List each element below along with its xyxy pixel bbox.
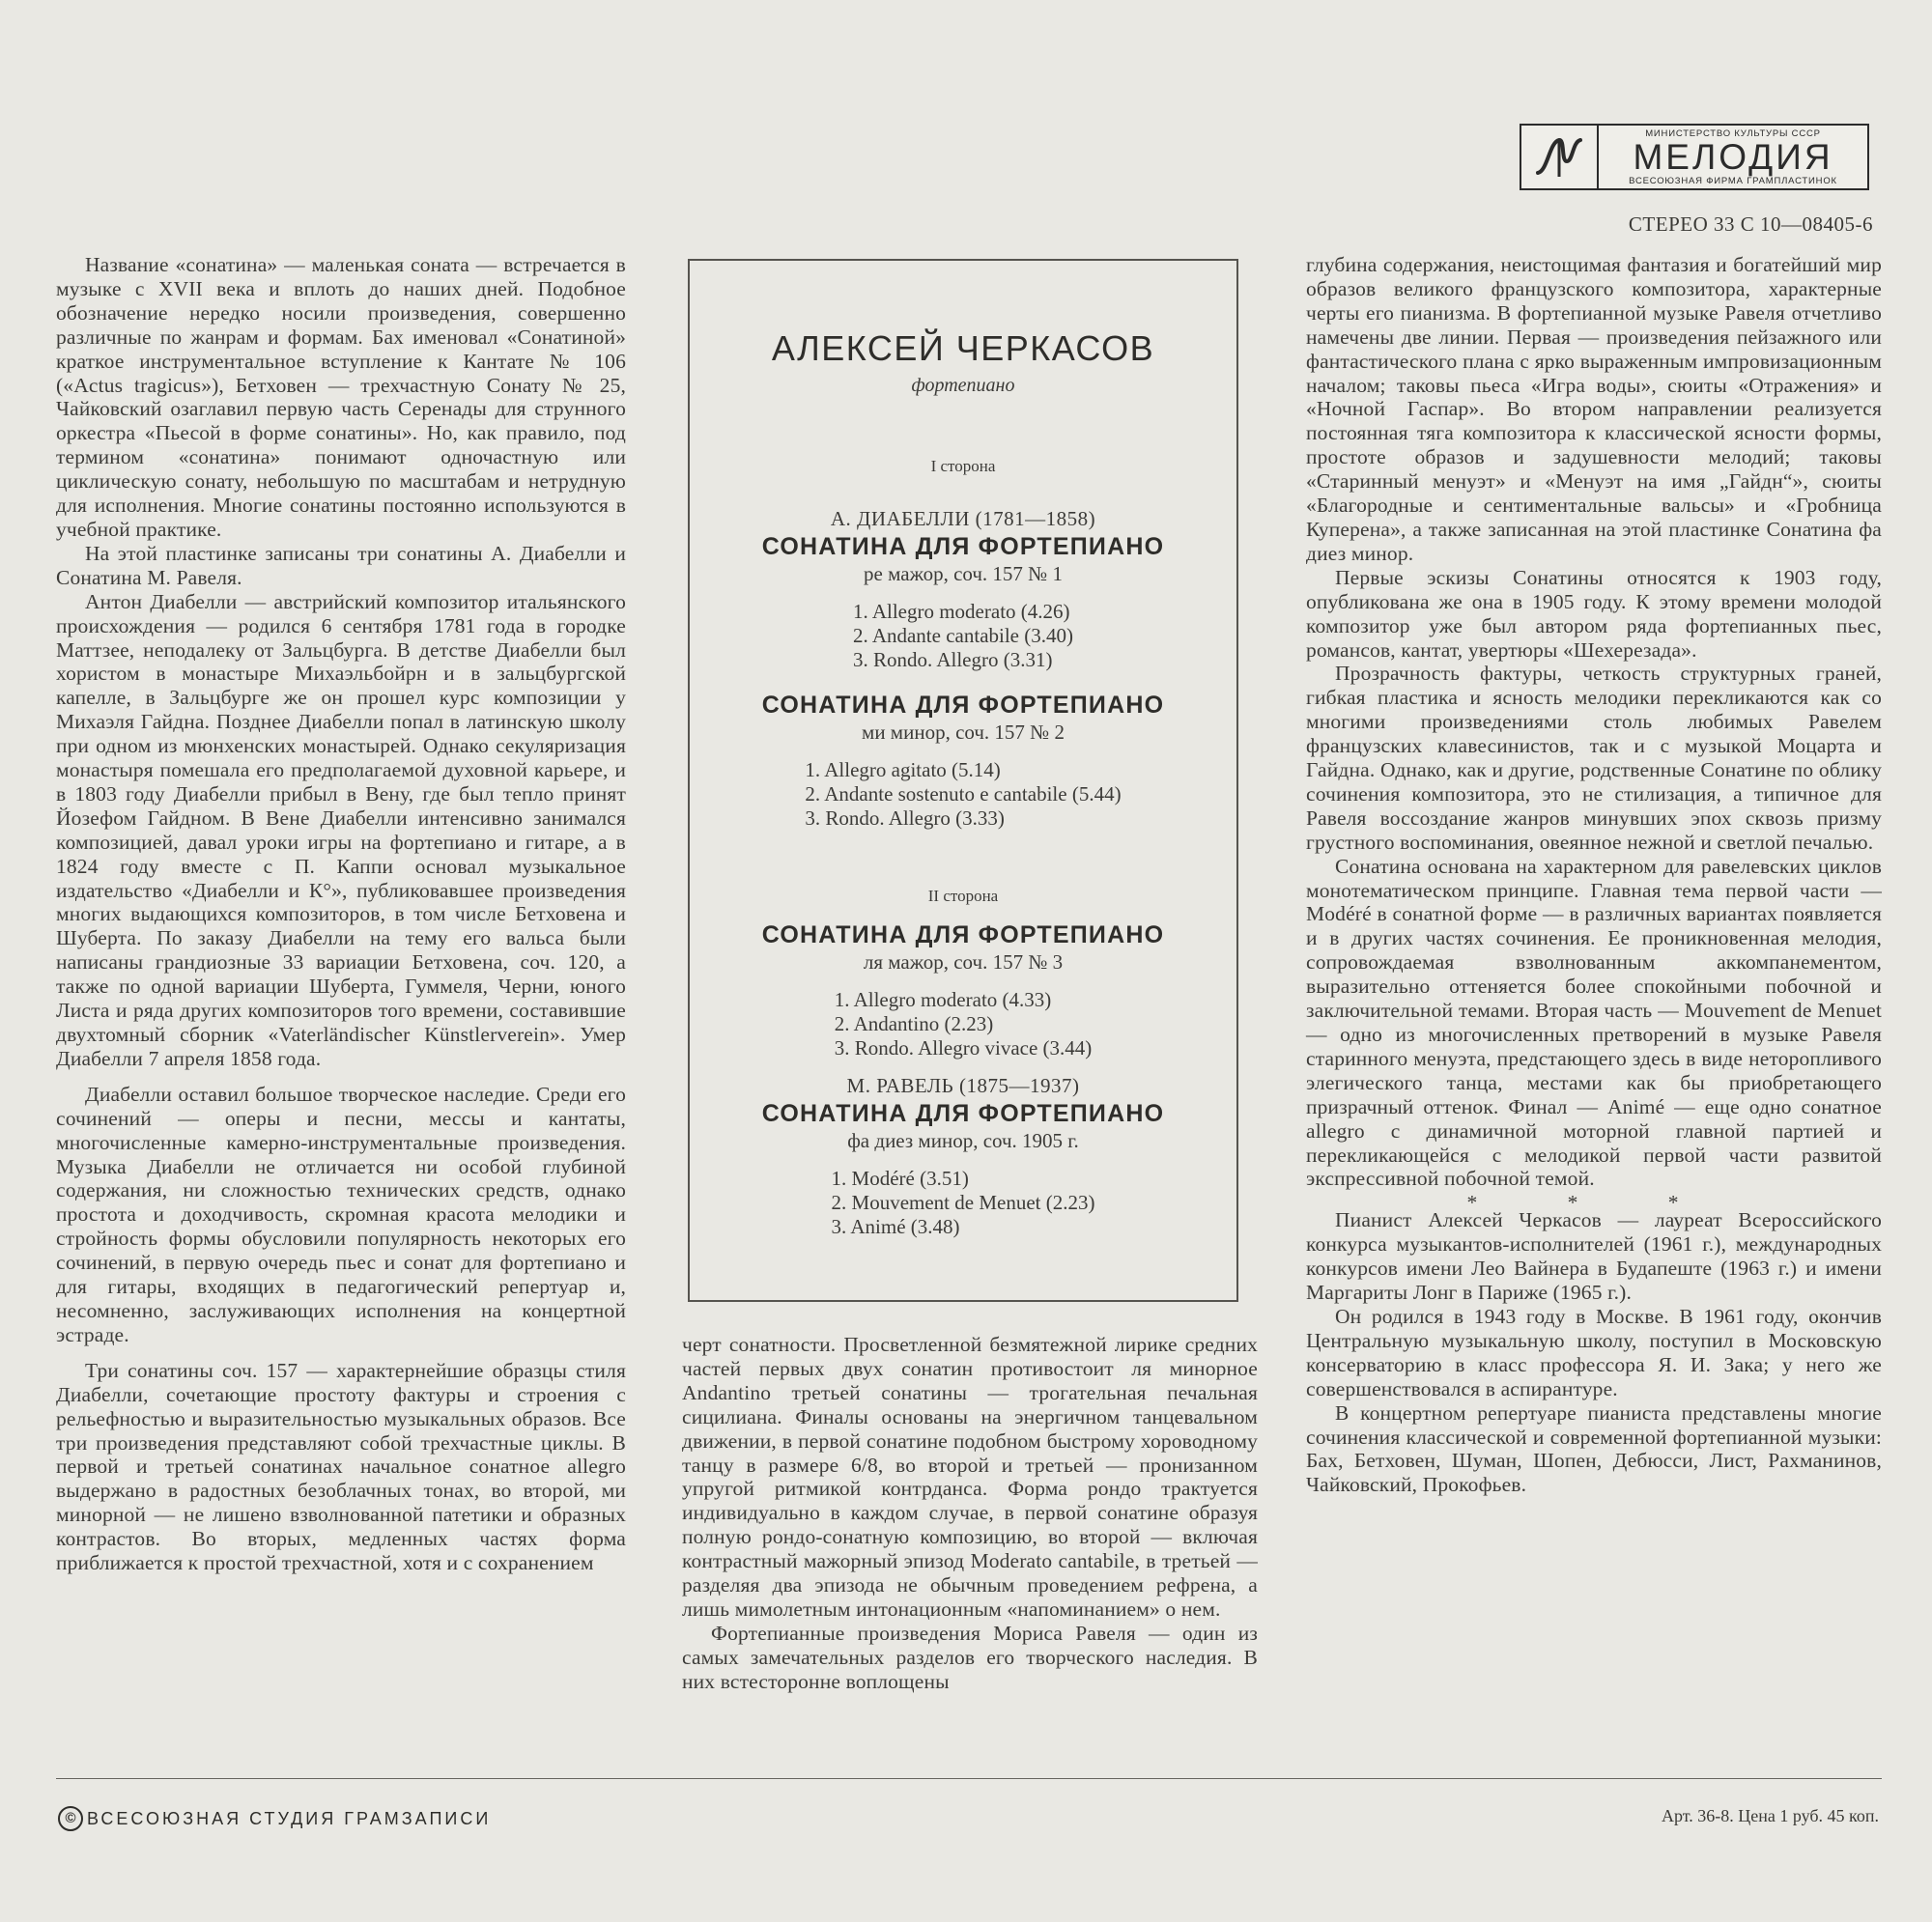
side-label: II сторона [927, 887, 999, 905]
work-title: СОНАТИНА ДЛЯ ФОРТЕПИАНО [761, 921, 1165, 948]
paragraph: Диабелли оставил большое творческое наследие. Среди его сочинений — оперы и песни, мессы и кантаты, многочисленные камерно-инструментальные произведения. Музыка Диабелли не отличается ни особой глубиной содержания, ни сложностью технических средств, однако простота и доходчивость, скромная красота мелодики и стройность формы обусловили популярность некоторых его сочинений, в первую очередь пьес и сонат для фортепиано и для гитары, входящих в педагогический репертуар и, несомненно, заслуживающих исполнения на концертной эстраде. [56, 1082, 626, 1346]
movement-list [805, 758, 1121, 831]
logo-name: МЕЛОДИЯ [1633, 136, 1833, 177]
paragraph: Сонатина основана на характерном для равелевских циклов монотематическом принципе. Главная тема первой части — Modéré в сонатной форме — в различных вариантах появляется и в других частях сочинения. Ее проникновенная мелодия, сопровождаемая взволнованным аккомпанементом, выразительно оттеняется более спокойными побочной и заключительной темами. Вторая часть — Mouvement de Menuet — одно из многочисленных претворений в музыке Равеля старинного менуэта, предстающего здесь в виде неторопливого элегического танца, местами как бы приобретающего призрачный оттенок. Финал — Animé — еще одно сонатное allegro с динамичной моторной главной партией и перекликающейся с мелодикой первой части развитой экспрессивной побочной темой. [1306, 854, 1882, 1191]
movement: 3. Rondo. Allegro vivace (3.44) [834, 1036, 1093, 1060]
paragraph: Три сонатины соч. 157 — характернейшие образцы стиля Диабелли, сочетающие простоту фактуры и строения с рельефностью и выразительностью музыкальных образов. Все три произведения представляют собой трехчастные циклы. В первой и третьей сонатинах начальное сонатное allegro выдержано в радостных безоблачных тонах, во второй, ми минорной — не лишено взволнованной патетики и образных контрастов. Во вторых, медленных частях форма приближается к простой трехчастной, хотя и с сохранением [56, 1358, 626, 1575]
movement: 3. Rondo. Allegro (3.31) [852, 648, 1053, 671]
movement: 2. Mouvement de Menuet (2.23) [831, 1191, 1095, 1214]
movement: 2. Andantino (2.23) [834, 1012, 994, 1035]
paragraph: На этой пластинке записаны три сонатины А. Диабелли и Сонатина М. Равеля. [56, 541, 626, 589]
section-divider: * * * [1466, 1191, 1721, 1215]
work-key: ре мажор, соч. 157 № 1 [864, 562, 1063, 585]
paragraph: Он родился в 1943 году в Москве. В 1961 году, окончив Центральную музыкальную школу, поступил в Московскую консерваторию в класс профессора Я. И. Зака; у него же совершенствовался в аспирантуре. [1306, 1304, 1882, 1400]
paragraph: Фортепианные произведения Мориса Равеля — один из самых замечательных разделов его творческого наследия. В них встесторонне воплощены [682, 1621, 1258, 1693]
right-text-column [1306, 253, 1882, 1497]
work-title: СОНАТИНА ДЛЯ ФОРТЕПИАНО [761, 1100, 1165, 1127]
melodiya-logo [1520, 124, 1869, 190]
program-box [688, 259, 1238, 1302]
composer: А. ДИАБЕЛЛИ (1781—1858) [830, 507, 1096, 530]
paragraph: черт сонатности. Просветленной безмятежной лирике средних частей первых двух сонатин противостоит ля минорное Andantino третьей сонатины — трогательная печальная сицилиана. Финалы основаны на энергичном танцевальном движении, в первой сонатине подобном быстрому хороводному танцу в размере 6/8, во второй и третьей — пронизанном упругой ритмикой контрданса. Форма рондо трактуется индивидуально в каждом случае, в первой сонатине образуя полную рондо-сонатную композицию, во второй — включая контрастный мажорный эпизод Moderato cantabile, в третьей — разделяя два эпизода не обычным проведением рефрена, а лишь мимолетным интонационным «напоминанием» о нем. [682, 1333, 1258, 1621]
paragraph: Прозрачность фактуры, четкость структурных граней, гибкая пластика и ясность мелодики перекликаются как со многими произведениями столь любимых Равелем французских клавесинистов, так и с музыкой Моцарта и Гайдна. Однако, как и другие, родственные Сонатине по облику сочинения композитора, это не стилизация, а типичное для Равеля воссоздание жанров минувших эпох сквозь призму грустного воспоминания, овеянное нежной и светлой печалью. [1306, 662, 1882, 854]
movement: 1. Modéré (3.51) [831, 1167, 969, 1190]
catalog-number: СТЕРЕО 33 С 10—08405-6 [1628, 212, 1873, 236]
movement-list [835, 988, 1093, 1060]
paragraph: Пианист Алексей Черкасов — лауреат Всероссийского конкурса музыкантов-исполнителей (1961 г.), международных конкурсов имени Лео Вайнера в Будапеште (1963 г.) и имени Маргариты Лонг в Париже (1965 г.). [1306, 1208, 1882, 1305]
movement-list [853, 600, 1073, 672]
movement: 3. Animé (3.48) [831, 1215, 960, 1238]
paragraph: Антон Диабелли — австрийский композитор итальянского происхождения — родился 6 сентября 1781 года в городке Маттзее, неподалеку от Зальцбурга. В детстве Диабелли был хористом в монастыре Михаэльбойрн и в зальцбургской капелле, в Зальцбурге же он прошел курс композиции у Михаэля Гайдна. Позднее Диабелли попал в латинскую школу при одном из мюнхенских монастырей. Однако секуляризация монастыря помешала его предполагаемой духовной карьере, и в 1803 году Диабелли прибыл в Вену, где был тепло принят Йозефом Гайдном. В Вене Диабелли интенсивно занимался композицией, давал уроки игры на фортепиано и гитаре, а в 1824 году вместе с П. Каппи основал музыкальное издательство «Диабелли и К°», публиковавшее произведения многих выдающихся композиторов, в том числе Бетховена и Шуберта. По заказу Диабелли на тему его вальса были написаны грандиозные 33 вариации Бетховена, соч. 120, а также по одной вариации Шуберта, Гуммеля, Черни, юного Листа и ряда других композиторов того времени, составившие двухтомный сборник «Vaterländischer Künstlerverein». Умер Диабелли 7 апреля 1858 года. [56, 589, 626, 1070]
studio-name: ВСЕСОЮЗНАЯ СТУДИЯ ГРАМЗАПИСИ [87, 1808, 492, 1828]
movement-list [832, 1167, 1095, 1239]
paragraph: Первые эскизы Сонатины относятся к 1903 году, опубликована же она в 1905 году. К этому времени молодой композитор уже был автором ряда фортепианных пьес, романсов, кантат, увертюры «Шехерезада». [1306, 565, 1882, 662]
side-label: I сторона [930, 457, 996, 475]
copyright-icon: © [58, 1806, 83, 1831]
left-text-column [56, 253, 626, 1575]
footer-divider [56, 1778, 1882, 1779]
melodiya-mark-icon [1521, 126, 1599, 188]
work-key: ми минор, соч. 157 № 2 [862, 721, 1065, 744]
performer-name: АЛЕКСЕЙ ЧЕРКАСОВ [771, 328, 1155, 368]
paragraph: В концертном репертуаре пианиста представлены многие сочинения классической и современной фортепианной музыки: Бах, Бетховен, Шуман, Шопен, Дебюсси, Лист, Рахманинов, Чайковский, Прокофьев. [1306, 1400, 1882, 1497]
studio-credit [58, 1806, 491, 1831]
work-title: СОНАТИНА ДЛЯ ФОРТЕПИАНО [761, 692, 1165, 719]
movement: 2. Andante sostenuto e cantabile (5.44) [805, 782, 1122, 806]
middle-text-column [682, 1333, 1258, 1694]
movement: 3. Rondo. Allegro (3.33) [805, 806, 1005, 830]
movement: 1. Allegro moderato (4.33) [834, 988, 1052, 1011]
movement: 1. Allegro moderato (4.26) [852, 600, 1070, 623]
instrument: фортепиано [911, 375, 1015, 396]
price-label: Арт. 36-8. Цена 1 руб. 45 коп. [1661, 1806, 1879, 1825]
paragraph: глубина содержания, неистощимая фантазия и богатейший мир образов великого французского композитора, характерные черты его пианизма. В фортепианной музыке Равеля отчетливо намечены две линии. Первая — произведения пейзажного или фантастического плана с ярко выраженным импровизационным началом; таковы пьеса «Игра воды», сюиты «Отражения» и «Ночной Гаспар». Во втором направлении реализуется постоянная тяга композитора к классической ясности формы, простоте образов и задушевности мелодий; таковы «Старинный менуэт» и «Менуэт на имя „Гайдн“», сюиты «Благородные и сентиментальные вальсы» и «Гробница Куперена», а также записанная на этой пластинке Сонатина фа диез минор. [1306, 253, 1882, 565]
composer: М. РАВЕЛЬ (1875—1937) [846, 1074, 1080, 1097]
work-key: фа диез минор, соч. 1905 г. [847, 1129, 1079, 1152]
logo-ministry: МИНИСТЕРСТВО КУЛЬТУРЫ СССР [1645, 127, 1821, 139]
work-title: СОНАТИНА ДЛЯ ФОРТЕПИАНО [761, 533, 1165, 560]
movement: 1. Allegro agitato (5.14) [805, 758, 1001, 781]
movement: 2. Andante cantabile (3.40) [852, 624, 1073, 647]
work-key: ля мажор, соч. 157 № 3 [863, 950, 1064, 974]
paragraph: Название «сонатина» — маленькая соната — встречается в музыке с XVII века и вплоть до наших дней. Подобное обозначение нередко носили произведения, совершенно различные по жанрам и формам. Бах именовал «Сонатиной» краткое инструментальное вступление к Кантате № 106 («Actus tragicus»), Бетховен — трехчастную Сонату № 25, Чайковский озаглавил первую часть Серенады для струнного оркестра «Пьесой в форме сонатины». Но, как правило, под термином «сонатина» понимают одночастную или циклическую сонату, небольшую по масштабам и нетрудную для исполнения. Многие сонатины постоянно используются в учебной практике. [56, 253, 626, 541]
logo-firm: ВСЕСОЮЗНАЯ ФИРМА ГРАМПЛАСТИНОК [1629, 175, 1837, 186]
